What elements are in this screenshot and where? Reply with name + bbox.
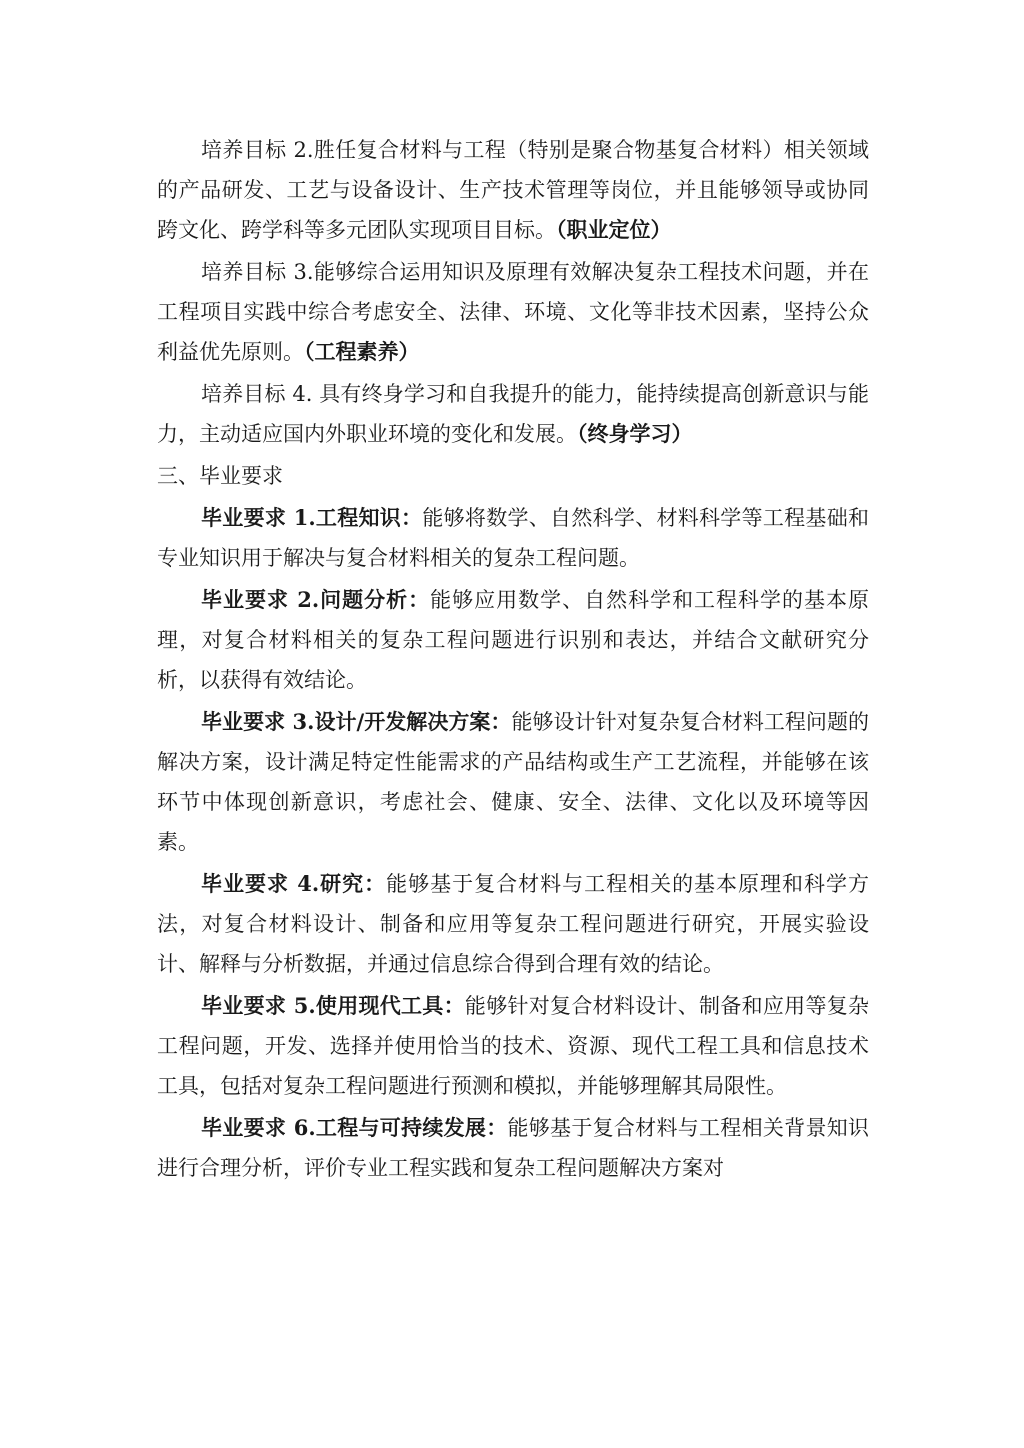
requirement-label: 毕业要求 6.工程与可持续发展： — [201, 1115, 508, 1140]
requirement-text: 能够基于复合材料与工程相关背景知识进行合理分析，评价专业工程实践和复杂工程问题解决方案对 — [157, 1116, 870, 1180]
requirement-paragraph-1 — [157, 498, 869, 578]
section-heading: 三、毕业要求 — [157, 464, 283, 488]
requirement-paragraph-5 — [157, 986, 869, 1106]
requirement-paragraph-3 — [157, 702, 869, 862]
requirement-text: 能够设计针对复杂复合材料工程问题的解决方案，设计满足特定性能需求的产品结构或生产工艺流程，并能够在该环节中体现创新意识，考虑社会、健康、安全、法律、文化以及环境等因素。 — [157, 710, 869, 854]
objective-text: 培养目标 4. 具有终身学习和自我提升的能力，能持续提高创新意识与能力，主动适应国内外职业环境的变化和发展。 — [157, 382, 869, 446]
requirement-label: 毕业要求 3.设计/开发解决方案： — [201, 709, 512, 734]
requirement-label: 毕业要求 1.工程知识： — [201, 505, 423, 530]
objective-paragraph-3 — [157, 252, 869, 372]
objective-tag: （终身学习） — [577, 421, 693, 446]
objective-tag: （工程素养） — [304, 339, 420, 364]
requirement-label: 毕业要求 5.使用现代工具： — [201, 993, 465, 1018]
objective-tag: （职业定位） — [556, 217, 672, 242]
requirement-label: 毕业要求 2.问题分析： — [201, 587, 431, 612]
objective-text: 培养目标 2.胜任复合材料与工程（特别是聚合物基复合材料）相关领域的产品研发、工艺与设备设计、生产技术管理等岗位，并且能够领导或协同跨文化、跨学科等多元团队实现项目目标。 — [157, 138, 869, 242]
objective-paragraph-4 — [157, 374, 869, 454]
requirement-paragraph-2 — [157, 580, 869, 700]
requirement-text: 能够将数学、自然科学、材料科学等工程基础和专业知识用于解决与复合材料相关的复杂工程问题。 — [157, 506, 869, 570]
requirement-label: 毕业要求 4.研究： — [201, 871, 387, 896]
requirement-text: 能够基于复合材料与工程相关的基本原理和科学方法，对复合材料设计、制备和应用等复杂工程问题进行研究，开展实验设计、解释与分析数据，并通过信息综合得到合理有效的结论。 — [157, 872, 870, 976]
objective-paragraph-2 — [157, 130, 869, 250]
requirement-text: 能够应用数学、自然科学和工程科学的基本原理，对复合材料相关的复杂工程问题进行识别和表达，并结合文献研究分析，以获得有效结论。 — [157, 588, 870, 692]
document-body — [157, 130, 869, 1190]
requirement-paragraph-4 — [157, 864, 869, 984]
requirement-paragraph-6 — [157, 1108, 869, 1188]
objective-text: 培养目标 3.能够综合运用知识及原理有效解决复杂工程技术问题，并在工程项目实践中综合考虑安全、法律、环境、文化等非技术因素，坚持公众利益优先原则。 — [157, 260, 869, 364]
requirement-text: 能够针对复合材料设计、制备和应用等复杂工程问题，开发、选择并使用恰当的技术、资源、现代工程工具和信息技术工具，包括对复杂工程问题进行预测和模拟，并能够理解其局限性。 — [157, 994, 870, 1098]
